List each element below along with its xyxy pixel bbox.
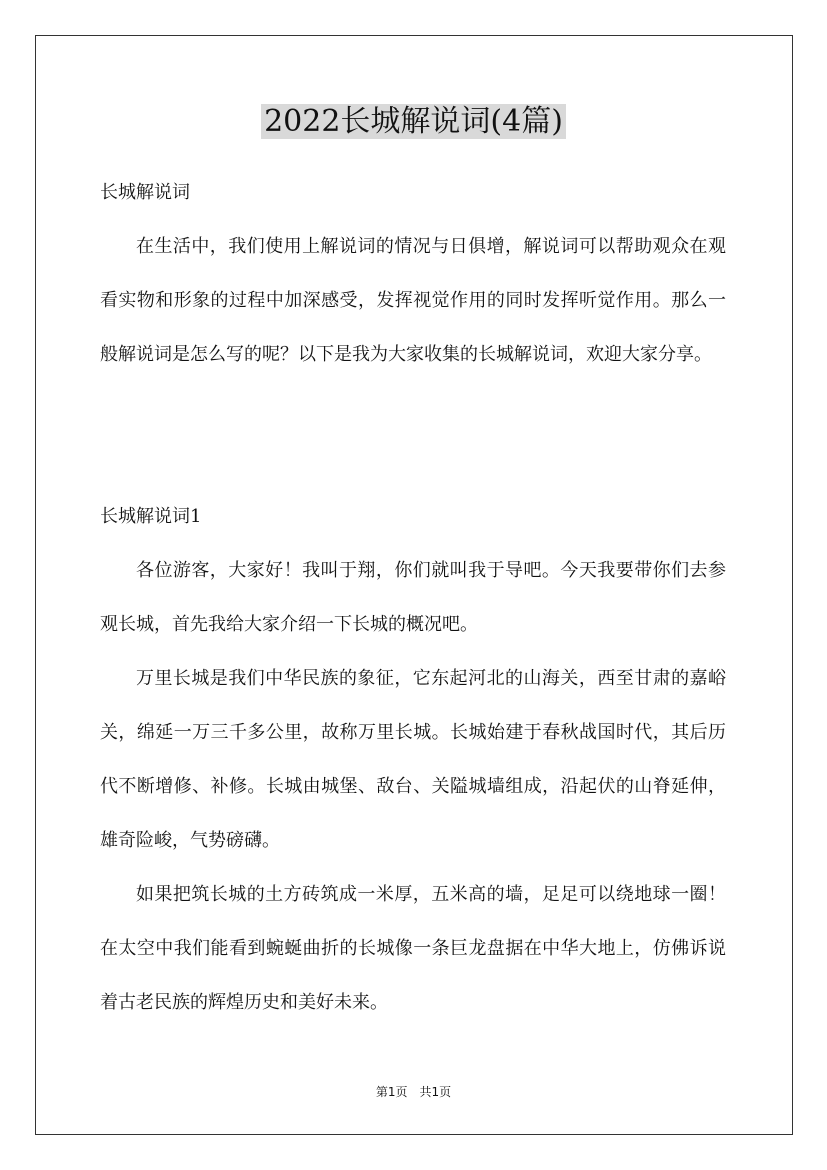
paragraph-1: 各位游客，大家好！我叫于翔，你们就叫我于导吧。今天我要带你们去参观长城，首先我给大家介绍一下长城的概况吧。 (100, 560, 726, 635)
section-block (100, 490, 726, 1030)
intro-heading: 长城解说词 (100, 182, 190, 203)
intro-block (100, 166, 726, 382)
document-title-text: 2022长城解说词(4篇) (261, 104, 566, 139)
paragraph-2: 万里长城是我们中华民族的象征，它东起河北的山海关，西至甘肃的嘉峪关，绵延一万三千多公里，故称万里长城。长城始建于春秋战国时代，其后历代不断增修、补修。长城由城堡、敌台、关隘城墙组成，沿起伏的山脊延伸，雄奇险峻，气势磅礴。 (100, 668, 726, 851)
section-heading: 长城解说词1 (100, 506, 202, 527)
page-footer (0, 1084, 827, 1100)
page-total: 共1页 (419, 1085, 452, 1099)
page-number: 第1页 (375, 1085, 408, 1099)
intro-paragraph: 在生活中，我们使用上解说词的情况与日俱增，解说词可以帮助观众在观看实物和形象的过程中加深感受，发挥视觉作用的同时发挥听觉作用。那么一般解说词是怎么写的呢？以下是我为大家收集的长城解说词，欢迎大家分享。 (100, 236, 726, 365)
paragraph-3: 如果把筑长城的土方砖筑成一米厚，五米高的墙，足足可以绕地球一圈！在太空中我们能看到蜿蜒曲折的长城像一条巨龙盘据在中华大地上，仿佛诉说着古老民族的辉煌历史和美好未来。 (100, 884, 726, 1013)
document-title (0, 102, 827, 142)
